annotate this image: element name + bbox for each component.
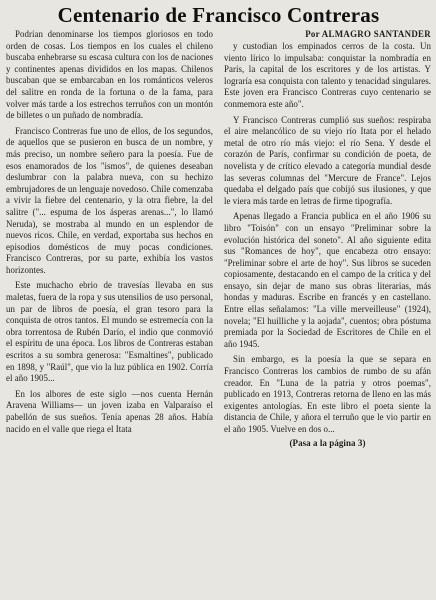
left-column (6, 29, 213, 449)
right-column (224, 29, 431, 449)
right-paragraph-1: y custodian los empinados cerros de la costa. Un viento lírico lo impulsaba: conquistar la nombradía en París, la capital de los escritores y de los artistas. Y lograría esa conquista con talento y tenacidad singulares. Este joven era Francisco Contreras cuyo centenario se conmemora este año". (224, 41, 431, 109)
byline: Por ALMAGRO SANTANDER (305, 29, 431, 39)
right-paragraph-3: Apenas llegado a Francia publica en el año 1906 su libro "Toisón" con un ensayo "Preliminar sobre la evolución histórica del soneto". Al año siguiente edita sus "Romances de hoy", que encabeza otro ensayo: "Preliminar sobre el arte de hoy". Sus libros se suceden copiosamente, destacando en el campo de la crítica y del ensayo, sin dejar de mano sus obras literarias, más hondas y maduras. Escribe en francés y en castellano. Entre ellas señalamos: "La ville merveilleuse" (1924), novela; "El huilliche y la aojada", cuentos; obra póstuma premiada por la Sociedad de Escritores de Chile en el año 1945. (224, 211, 431, 349)
continuation-note: (Pasa a la página 3) (289, 437, 366, 448)
left-paragraph-1: Podrían denominarse los tiempos gloriosos en todo orden de cosas. Los tiempos en los cuales el chileno buscaba enhebrarse su escasa cultura con los de naciones y continentes apenas divididos en los mapas. Chilenos buscaban que se embarcaban en los románticos veleros del salitre en ronda de la fortuna o de la fama, para volver más tarde a los estrechos terruños con un montón de billetes o un puñado de nombradía. (6, 29, 213, 121)
article-body (6, 29, 431, 449)
left-paragraph-2: Francisco Contreras fue uno de ellos, de los segundos, de aquellos que se pusieron en busca de un nombre, y más preciso, un nombre señero para la poesía. Fue de esos enamorados de los "ismos", de quienes deseaban deslumbrar con la palabra nueva, con su hechizo embrujadores de un lenguaje novedoso. Chile comenzaba a vivir la fiebre del centenario, y la otra fiebre, la del salitre ("... espuma de los ásperas arenas...", lo llamó Neruda), se mostraba al mundo en un esplendor de nuevos ricos. Chile, en verdad, exportaba sus hechos en episodios domésticos de muy pocas condiciones. Francisco Contreras, por su parte, exhibía los vastos horizontes. (6, 125, 213, 275)
right-paragraph-2: Y Francisco Contreras cumplió sus sueños: respiraba el aire melancólico de su viejo río Itata por el helado metal de otro río más viejo: el río Sena. Y desde el corazón de París, confirmar su condición de poeta, de novelista y de crítico elevado a categoría mundial desde las severas columnas del "Mercure de France". Lejos quedaba el delgado país que cobijó sus ilusiones, y que le viera más tarde en letras de firme tipografía. (224, 114, 431, 206)
left-paragraph-4: En los albores de este siglo —nos cuenta Hernán Aravena Williams— un joven izaba en Valparaíso el pabellón de sus sueños. Tenía apenas 28 años. Había nacido en el valle que riega el Itata (6, 388, 213, 434)
article-title: Centenario de Francisco Contreras (57, 3, 380, 27)
right-paragraph-4: Sin embargo, es la poesía la que se separa en Francisco Contreras los cambios de rumbo de su afán creador. En "Luna de la patria y otros poemas", publicado en 1913, Contreras retorna de lleno en las más exigentes antologías. En este libro el poeta siente la distancia de Chile, y añora el terruño que le vio partir en el año 1905. Vuelve en dos o... (224, 354, 431, 434)
left-paragraph-3: Este muchacho ebrio de travesías llevaba en sus maletas, fuera de la ropa y sus utensilios de uso personal, un par de libros de poesía, el gran tesoro para la conquista de otros tantos. El mundo se estremecía con la obra torrentosa de Rubén Darío, el indio que conmovió el espíritu de una época. Los libros de Contreras estaban escritos a su sombra generosa: "Esmaltines", publicado en 1898, y "Raúl", que vio la luz pública en 1902. Corría el año 1905... (6, 280, 213, 384)
